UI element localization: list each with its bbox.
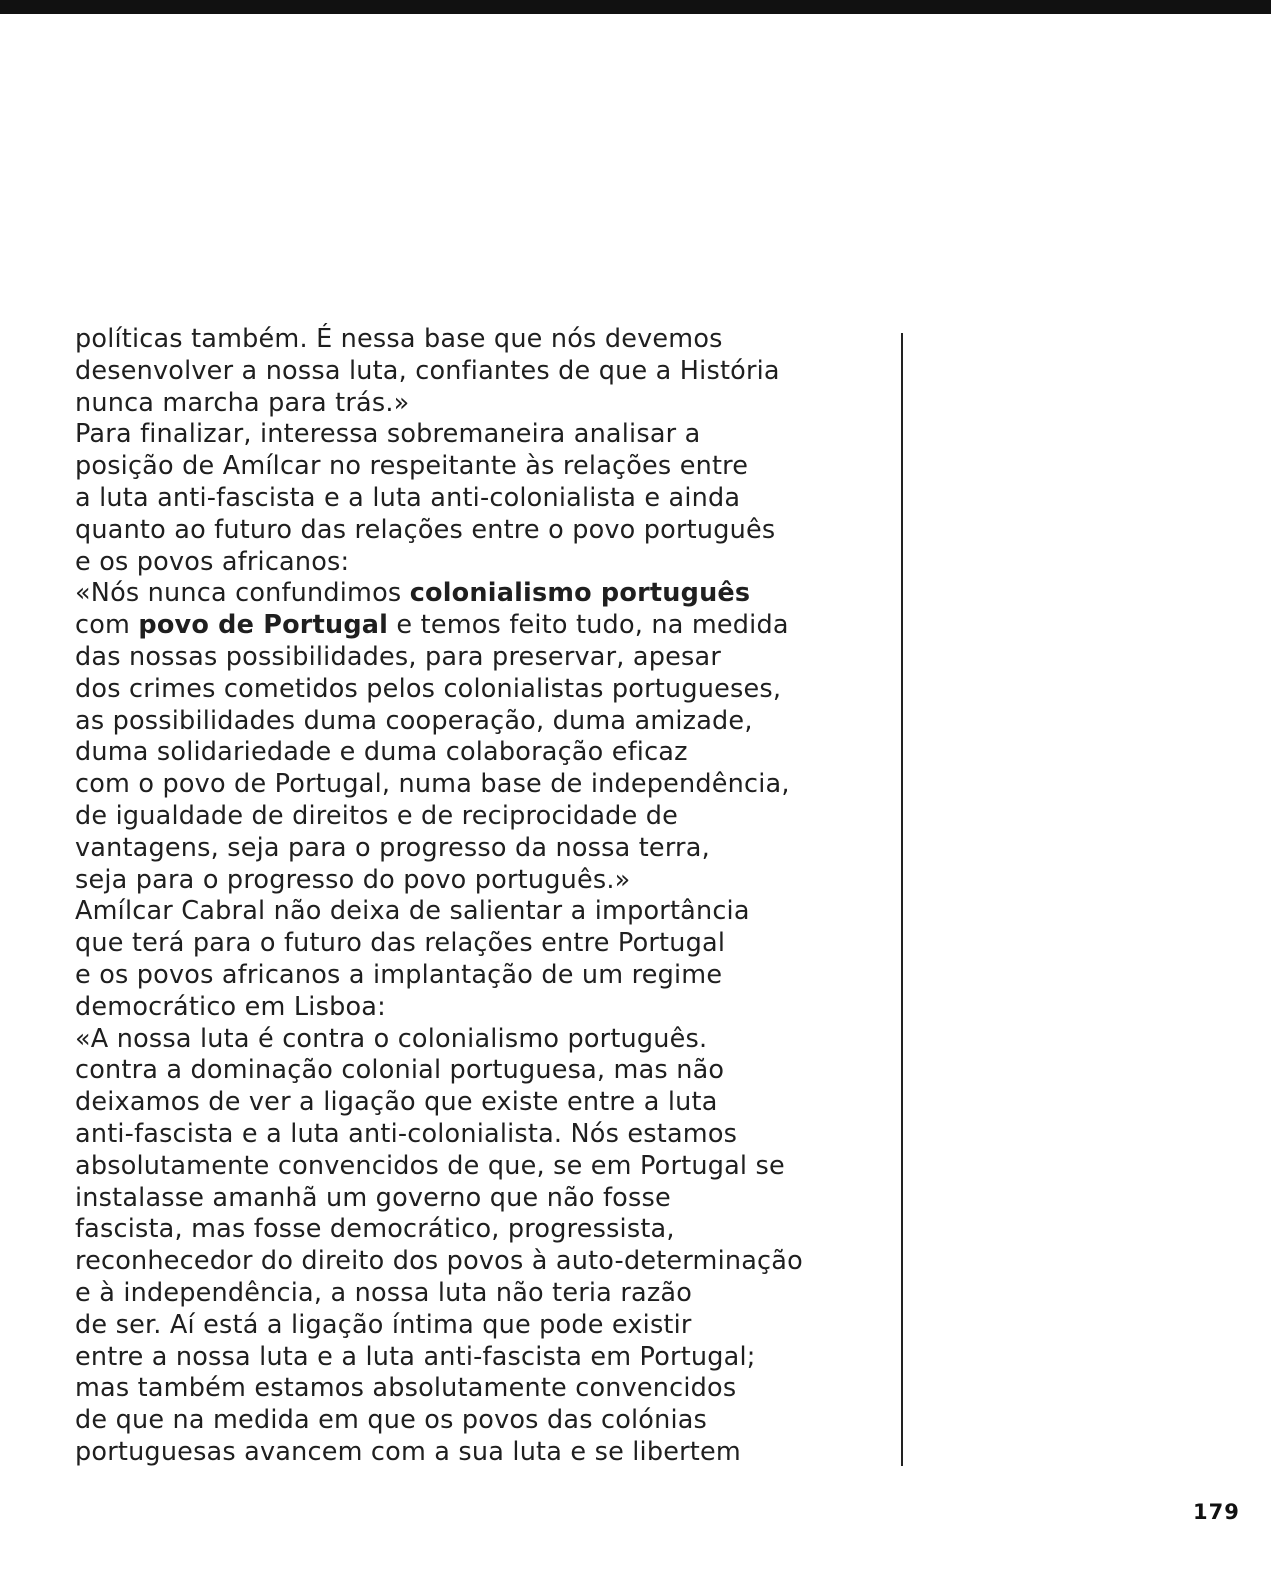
text-line: nunca marcha para trás.» (75, 387, 410, 418)
text-line: deixamos de ver a ligação que existe entre a luta (75, 1087, 718, 1118)
body-text (75, 324, 900, 1469)
text-line: Amílcar Cabral não deixa de salientar a importância (75, 896, 750, 927)
text-span: «Nós nunca confundimos (75, 578, 410, 609)
text-line: duma solidariedade e duma colaboração eficaz (75, 737, 688, 768)
margin-rule (901, 333, 903, 1466)
text-line: de igualdade de direitos e de reciprocidade de (75, 800, 679, 831)
text-line: das nossas possibilidades, para preservar, apesar (75, 641, 722, 672)
text-line: dos crimes cometidos pelos colonialistas portugueses, (75, 673, 782, 704)
text-line (75, 578, 900, 610)
text-line: com o povo de Portugal, numa base de independência, (75, 769, 790, 800)
text-line: «A nossa luta é contra o colonialismo português. (75, 1023, 708, 1054)
text-line: contra a dominação colonial portuguesa, mas não (75, 1055, 725, 1086)
text-line: quanto ao futuro das relações entre o povo português (75, 514, 776, 545)
page-number: 179 (1193, 1500, 1240, 1524)
top-rule (0, 0, 1271, 14)
text-line: reconhecedor do direito dos povos à auto-determinação (75, 1246, 803, 1277)
text-line: e os povos africanos a implantação de um regime (75, 959, 723, 990)
text-span: e temos feito tudo, na medida (388, 610, 789, 641)
text-line: de que na medida em que os povos das colónias (75, 1405, 708, 1436)
text-line: seja para o progresso do povo português.» (75, 864, 631, 895)
text-line: desenvolver a nossa luta, confiantes de que a História (75, 355, 780, 386)
text-line: portuguesas avancem com a sua luta e se libertem (75, 1436, 741, 1467)
text-line: anti-fascista e a luta anti-colonialista. Nós estamos (75, 1118, 738, 1149)
text-line: de ser. Aí está a ligação íntima que pode existir (75, 1309, 692, 1340)
bold-phrase: povo de Portugal (138, 610, 389, 641)
text-line: instalasse amanhã um governo que não fosse (75, 1182, 671, 1213)
text-line: as possibilidades duma cooperação, duma amizade, (75, 705, 753, 736)
text-span: com (75, 610, 139, 641)
text-line: entre a nossa luta e a luta anti-fascista em Portugal; (75, 1341, 756, 1372)
bold-phrase: colonialismo português (409, 578, 751, 609)
text-line: posição de Amílcar no respeitante às relações entre (75, 451, 749, 482)
text-line: democrático em Lisboa: (75, 991, 386, 1022)
text-line: que terá para o futuro das relações entre Portugal (75, 928, 726, 959)
text-line: a luta anti-fascista e a luta anti-colonialista e ainda (75, 482, 741, 513)
text-line: e à independência, a nossa luta não teria razão (75, 1277, 693, 1308)
text-line: políticas também. É nessa base que nós devemos (75, 324, 723, 354)
text-line: Para finalizar, interessa sobremaneira analisar a (75, 419, 701, 450)
text-line: vantagens, seja para o progresso da nossa terra, (75, 832, 710, 863)
text-line (75, 610, 900, 642)
text-line: fascista, mas fosse democrático, progressista, (75, 1214, 675, 1245)
text-line: e os povos africanos: (75, 546, 350, 577)
text-line: mas também estamos absolutamente convencidos (75, 1373, 737, 1404)
text-line: absolutamente convencidos de que, se em Portugal se (75, 1150, 785, 1181)
